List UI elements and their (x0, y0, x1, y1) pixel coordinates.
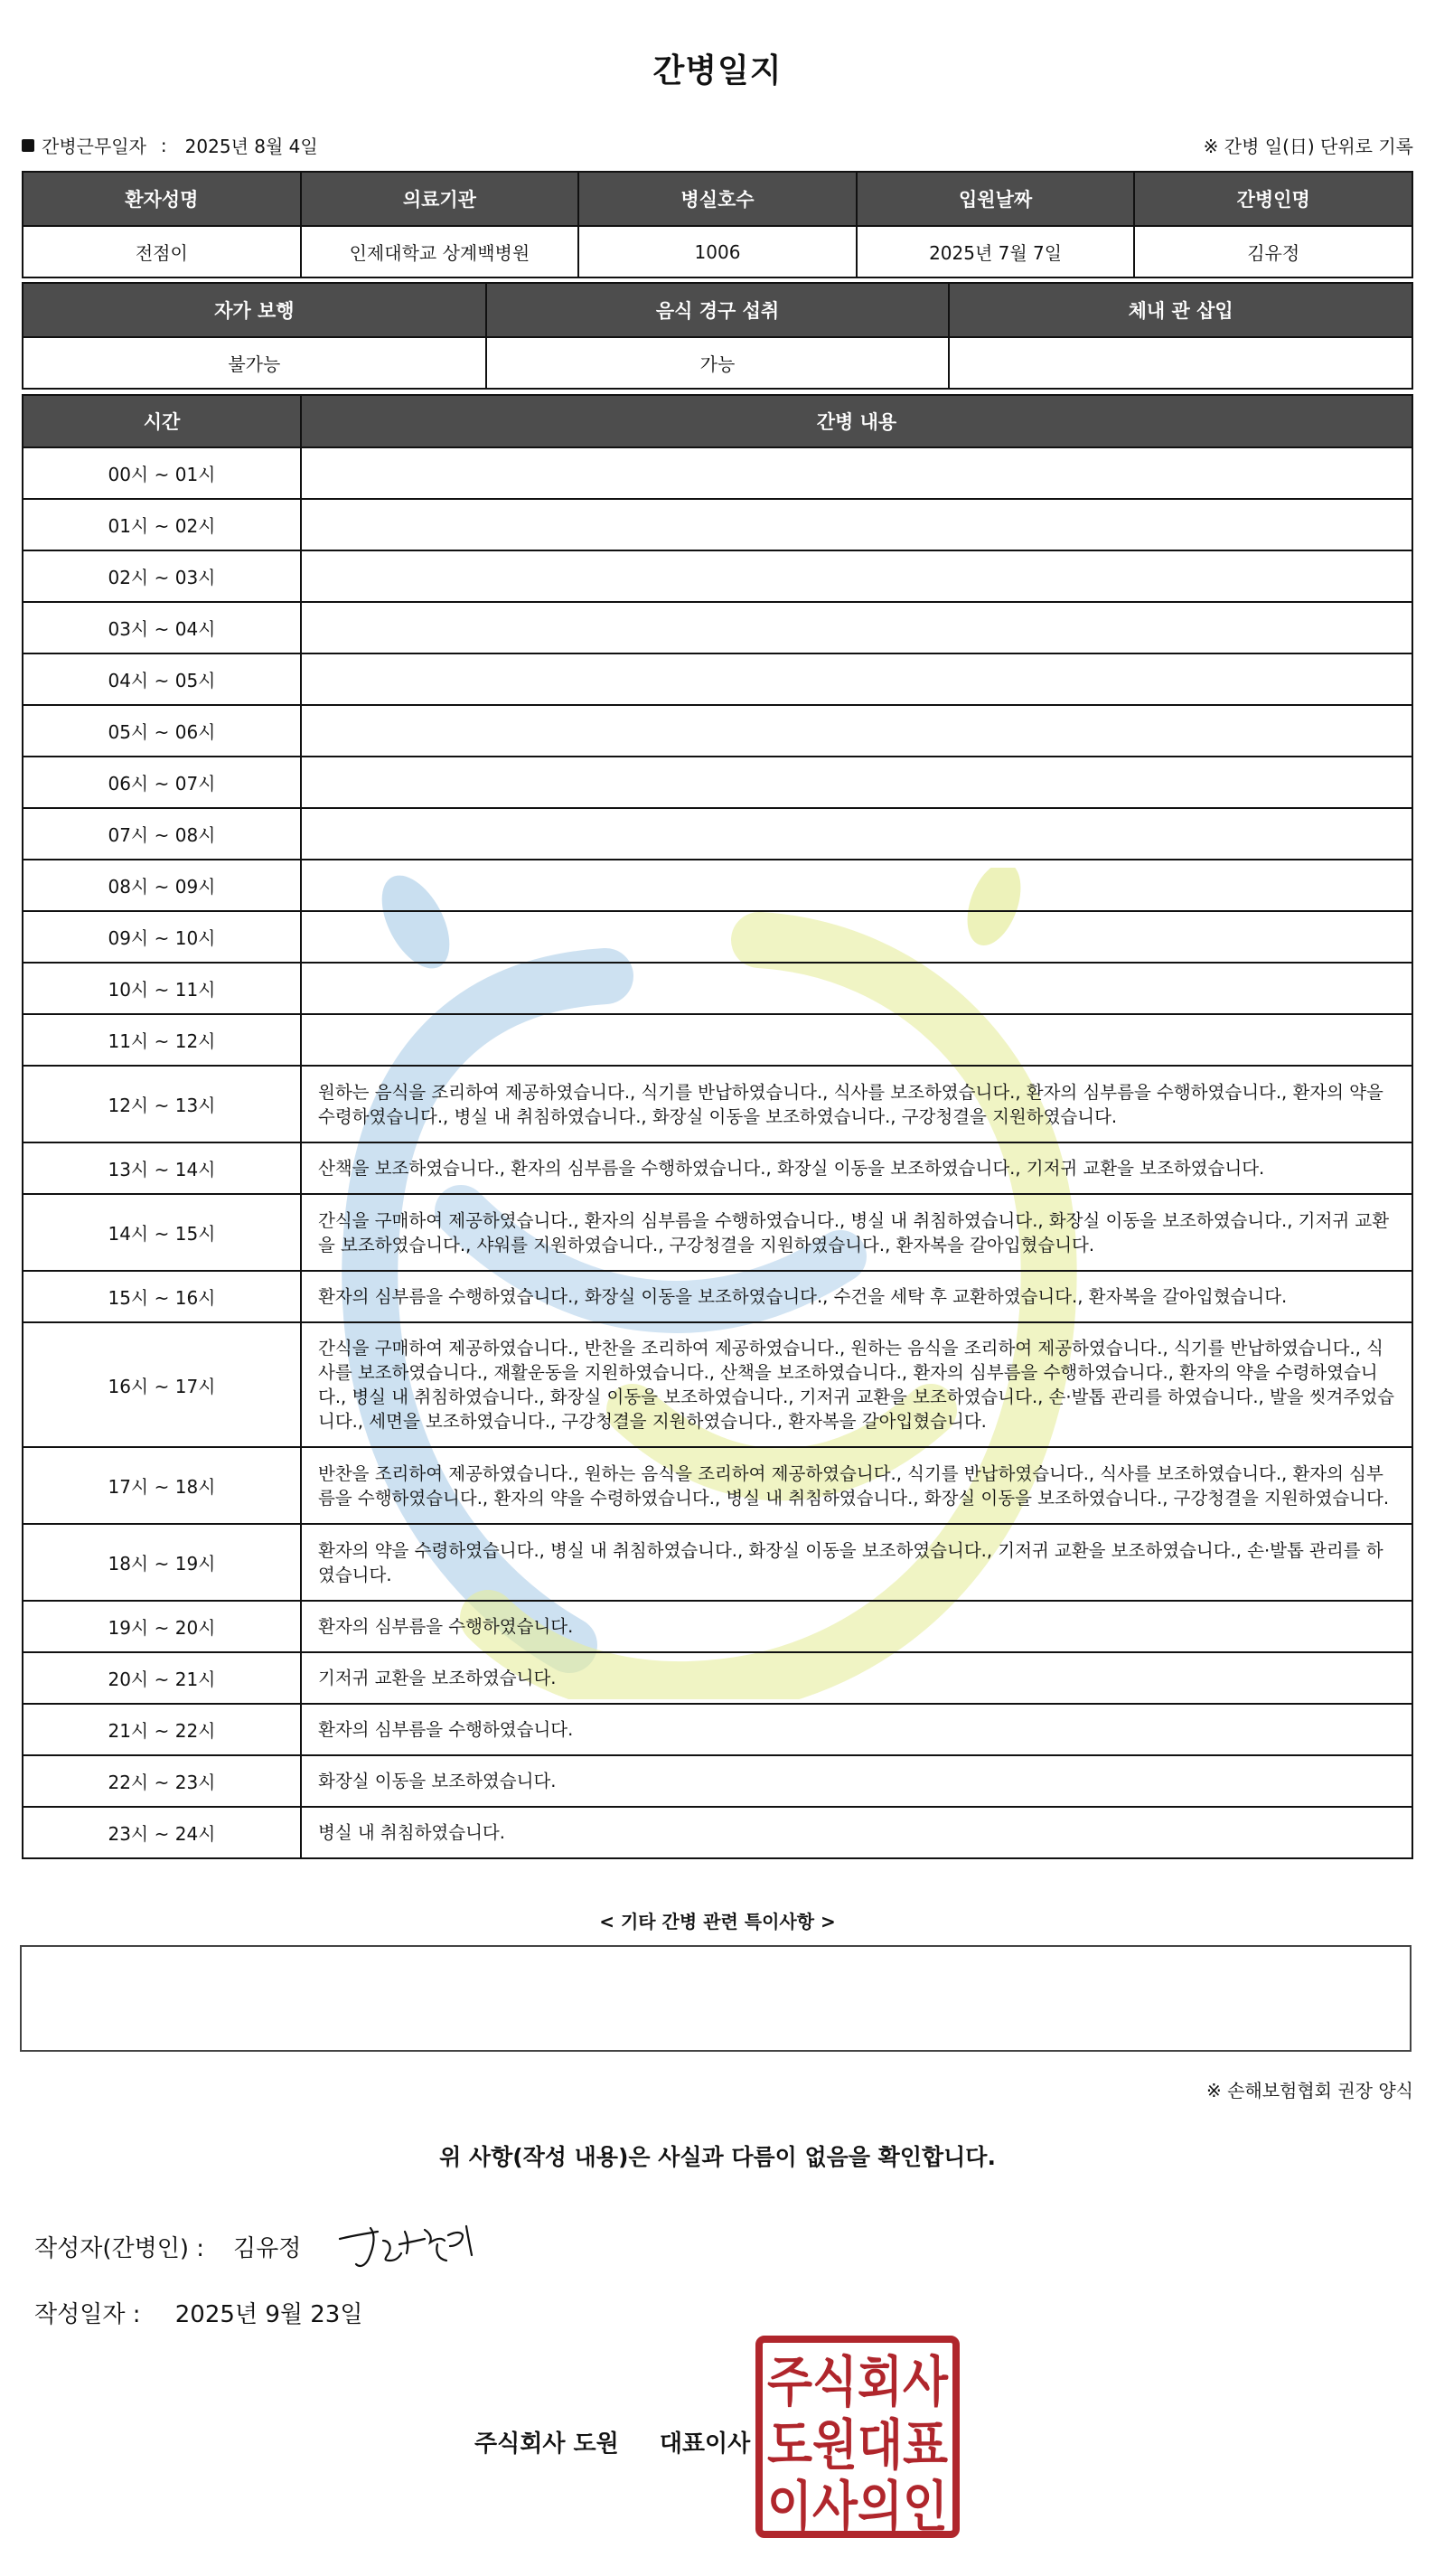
header-caregiver-name: 간병인명 (1134, 172, 1412, 226)
log-time: 04시 ~ 05시 (23, 653, 301, 705)
log-content: 간식을 구매하여 제공하였습니다., 반찬을 조리하여 제공하였습니다., 원하는 음식을 조리하여 제공하였습니다., 식기를 반납하였습니다., 식사를 보조하였습니다., 재활운동을 지원하였습니다., 산책을 보조하였습니다., 환자의 심부름을 수행하였습니다., 환자의 약을 수령하였습니다., 병실 내 취침하였습니다., 화장실 이동을 보조하였습니다., 기저귀 교환을 보조하였습니다., 손·발톱 관리를 하였습니다., 발을 씻겨주었습니다., 세면을 보조하였습니다., 구강청결을 지원하였습니다., 환자복을 갈아입혔습니다. (301, 1322, 1412, 1447)
care-status-table (22, 282, 1413, 390)
table-row (23, 1755, 1412, 1807)
log-time: 21시 ~ 22시 (23, 1704, 301, 1755)
log-content (301, 808, 1412, 860)
log-time: 14시 ~ 15시 (23, 1194, 301, 1271)
patient-info-table (22, 171, 1413, 278)
document-title: 간병일지 (652, 52, 783, 89)
table-row (23, 602, 1412, 653)
log-content: 산책을 보조하였습니다., 환자의 심부름을 수행하였습니다., 화장실 이동을 보조하였습니다., 기저귀 교환을 보조하였습니다. (301, 1142, 1412, 1194)
log-time: 18시 ~ 19시 (23, 1524, 301, 1601)
company-line (474, 2425, 750, 2458)
log-content (301, 653, 1412, 705)
company-seal-icon (755, 2336, 960, 2538)
table-row (23, 1524, 1412, 1601)
log-time: 11시 ~ 12시 (23, 1014, 301, 1066)
table-row (23, 550, 1412, 602)
log-time: 06시 ~ 07시 (23, 757, 301, 808)
log-content: 환자의 심부름을 수행하였습니다. (301, 1601, 1412, 1652)
writer-name: 김유정 (233, 2235, 302, 2262)
header-admission-date: 입원날짜 (857, 172, 1135, 226)
room-number: 1006 (578, 226, 857, 277)
log-content (301, 602, 1412, 653)
log-content: 환자의 심부름을 수행하였습니다., 화장실 이동을 보조하였습니다., 수건을 세탁 후 교환하였습니다., 환자복을 갈아입혔습니다. (301, 1271, 1412, 1322)
log-content (301, 911, 1412, 963)
table-row (23, 1014, 1412, 1066)
table-row (23, 963, 1412, 1014)
company-ceo-title: 대표이사 (659, 2430, 751, 2458)
log-content (301, 550, 1412, 602)
table-row (23, 1194, 1412, 1271)
writer-line (34, 2230, 301, 2263)
log-content: 간식을 구매하여 제공하였습니다., 환자의 심부름을 수행하였습니다., 병실 내 취침하였습니다., 화장실 이동을 보조하였습니다., 기저귀 교환을 보조하였습니다., 샤워를 지원하였습니다., 구강청결을 지원하였습니다., 환자복을 갈아입혔습니다. (301, 1194, 1412, 1271)
log-time: 20시 ~ 21시 (23, 1652, 301, 1704)
log-content: 환자의 약을 수령하였습니다., 병실 내 취침하였습니다., 화장실 이동을 보조하였습니다., 기저귀 교환을 보조하였습니다., 손·발톱 관리를 하였습니다. (301, 1524, 1412, 1601)
company-name: 주식회사 도원 (474, 2430, 619, 2458)
table-row (23, 1066, 1412, 1142)
notes-title: < 기타 간병 관련 특이사항 > (599, 1911, 836, 1932)
work-date-separator: : (160, 134, 167, 156)
log-time: 09시 ~ 10시 (23, 911, 301, 963)
log-time: 13시 ~ 14시 (23, 1142, 301, 1194)
log-time: 12시 ~ 13시 (23, 1066, 301, 1142)
header-patient-name: 환자성명 (23, 172, 301, 226)
tube-insertion-value (949, 337, 1412, 389)
work-date-value: 2025년 8월 4일 (184, 136, 318, 157)
admission-date: 2025년 7월 7일 (857, 226, 1135, 277)
written-date-line (34, 2296, 362, 2329)
log-time: 03시 ~ 04시 (23, 602, 301, 653)
self-walking-value: 불가능 (23, 337, 486, 389)
log-content (301, 757, 1412, 808)
hourly-care-log-table (22, 394, 1413, 1859)
log-time: 05시 ~ 06시 (23, 705, 301, 757)
log-content: 병실 내 취침하였습니다. (301, 1807, 1412, 1858)
log-time: 02시 ~ 03시 (23, 550, 301, 602)
table-row (23, 1601, 1412, 1652)
log-content (301, 499, 1412, 550)
table-row (23, 1271, 1412, 1322)
notes-box (20, 1945, 1412, 2052)
unit-note: ※ 간병 일(日) 단위로 기록 (1203, 136, 1413, 157)
log-content: 원하는 음식을 조리하여 제공하였습니다., 식기를 반납하였습니다., 식사를 보조하였습니다., 환자의 심부름을 수행하였습니다., 환자의 약을 수령하였습니다., 병실 내 취침하였습니다., 화장실 이동을 보조하였습니다., 구강청결을 지원하였습니다. (301, 1066, 1412, 1142)
caregiver-name: 김유정 (1134, 226, 1412, 277)
work-date-label: 간병근무일자 (42, 136, 146, 157)
log-time: 16시 ~ 17시 (23, 1322, 301, 1447)
svg-text:주식회사: 주식회사 (767, 2351, 949, 2414)
written-date-label: 작성일자 : (34, 2301, 141, 2328)
header-tube-insertion: 체내 관 삽입 (949, 283, 1412, 337)
log-time: 08시 ~ 09시 (23, 860, 301, 911)
log-content (301, 1014, 1412, 1066)
log-content (301, 705, 1412, 757)
table-row (23, 1704, 1412, 1755)
log-time: 19시 ~ 20시 (23, 1601, 301, 1652)
log-time: 10시 ~ 11시 (23, 963, 301, 1014)
log-time: 00시 ~ 01시 (23, 447, 301, 499)
log-time: 17시 ~ 18시 (23, 1447, 301, 1524)
log-content (301, 963, 1412, 1014)
table-row (23, 1322, 1412, 1447)
oral-intake-value: 가능 (486, 337, 950, 389)
insurer-note: ※ 손해보험협회 권장 양식 (1205, 2080, 1413, 2101)
log-time: 23시 ~ 24시 (23, 1807, 301, 1858)
table-row (23, 1652, 1412, 1704)
header-time: 시간 (23, 395, 301, 447)
log-content (301, 860, 1412, 911)
table-row (23, 757, 1412, 808)
table-row (23, 1142, 1412, 1194)
header-oral-intake: 음식 경구 섭취 (486, 283, 950, 337)
table-row (23, 705, 1412, 757)
svg-text:이사의인: 이사의인 (767, 2476, 948, 2538)
log-content: 기저귀 교환을 보조하였습니다. (301, 1652, 1412, 1704)
confirmation-statement: 위 사항(작성 내용)은 사실과 다름이 없음을 확인합니다. (439, 2144, 996, 2170)
log-content: 반찬을 조리하여 제공하였습니다., 원하는 음식을 조리하여 제공하였습니다., 식기를 반납하였습니다., 식사를 보조하였습니다., 환자의 심부름을 수행하였습니다., 환자의 약을 수령하였습니다., 병실 내 취침하였습니다., 화장실 이동을 보조하였습니다., 구강청결을 지원하였습니다. (301, 1447, 1412, 1524)
log-content (301, 447, 1412, 499)
header-self-walking: 자가 보행 (23, 283, 486, 337)
table-row (23, 1447, 1412, 1524)
log-content: 환자의 심부름을 수행하였습니다. (301, 1704, 1412, 1755)
bullet-square-icon (22, 139, 34, 152)
table-row (23, 911, 1412, 963)
table-row (23, 1807, 1412, 1858)
log-time: 22시 ~ 23시 (23, 1755, 301, 1807)
svg-text:도원대표: 도원대표 (767, 2414, 949, 2477)
handwritten-signature-icon (336, 2219, 490, 2270)
table-row (23, 653, 1412, 705)
table-row (23, 860, 1412, 911)
table-row (23, 447, 1412, 499)
written-date-value: 2025년 9월 23일 (174, 2301, 363, 2328)
header-institution: 의료기관 (301, 172, 579, 226)
table-row (23, 499, 1412, 550)
institution: 인제대학교 상계백병원 (301, 226, 579, 277)
log-time: 15시 ~ 16시 (23, 1271, 301, 1322)
log-time: 07시 ~ 08시 (23, 808, 301, 860)
header-care-content: 간병 내용 (301, 395, 1412, 447)
log-content: 화장실 이동을 보조하였습니다. (301, 1755, 1412, 1807)
table-row (23, 808, 1412, 860)
writer-label: 작성자(간병인) : (34, 2235, 205, 2262)
header-room-number: 병실호수 (578, 172, 857, 226)
work-date-line (22, 132, 318, 158)
log-time: 01시 ~ 02시 (23, 499, 301, 550)
patient-name: 전점이 (23, 226, 301, 277)
